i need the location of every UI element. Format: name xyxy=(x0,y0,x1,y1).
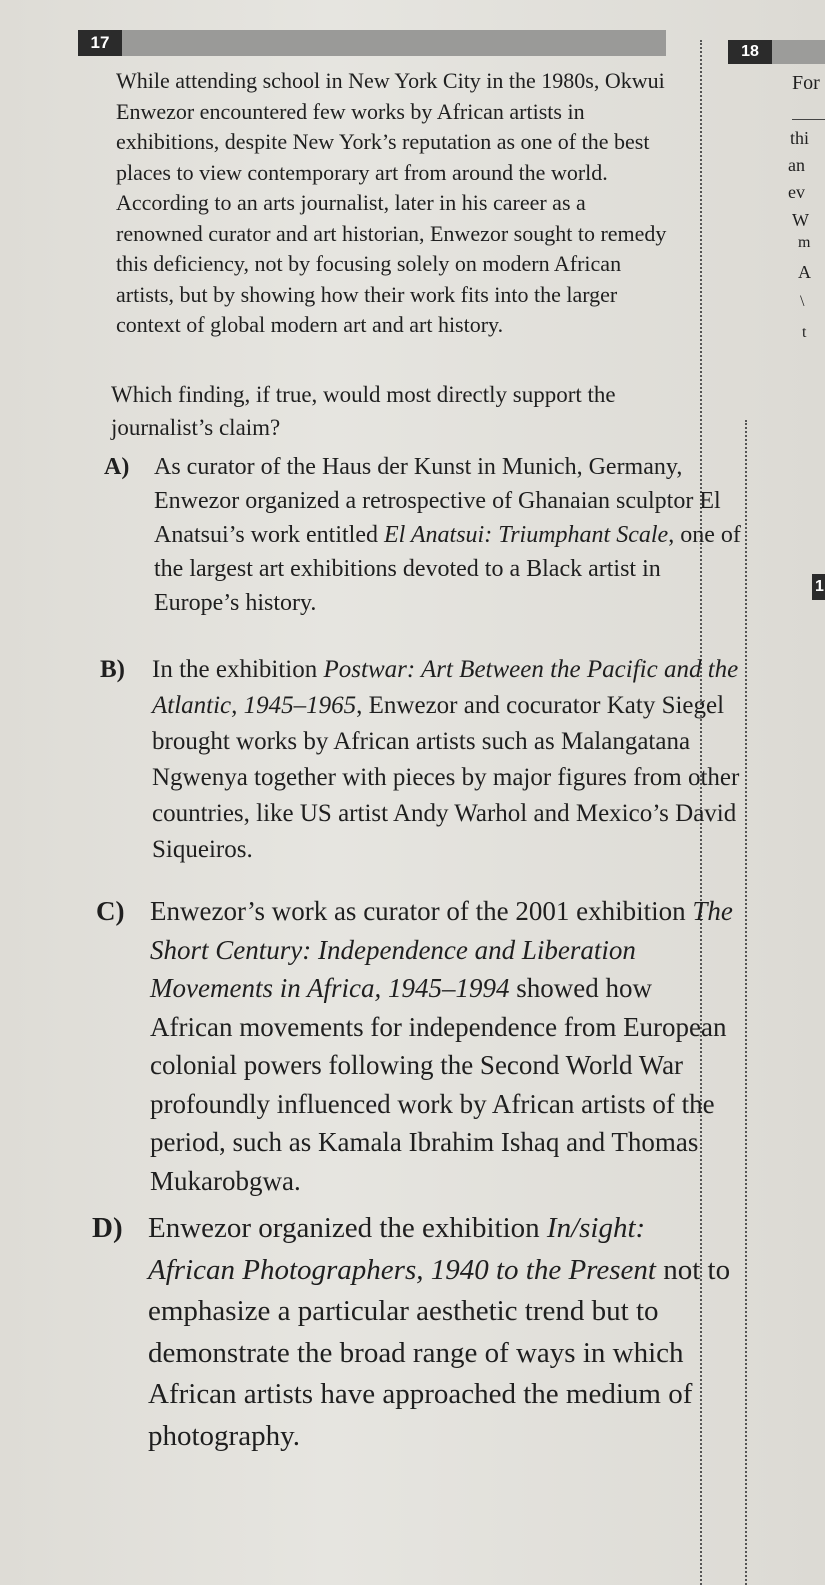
exhibition-title: Postwar: Art Between the Pacific and the Atlantic, 1945–1965 xyxy=(152,656,739,719)
choice-letter: D) xyxy=(92,1212,123,1244)
fragment-text: t xyxy=(802,324,807,341)
exhibition-title: In/sight: African Photographers, 1940 to the Present xyxy=(148,1212,656,1286)
choice-text: In the exhibition Postwar: Art Between the Pacific and the Atlantic, 1945–1965, Enwezor and cocurator Katy Siegel brought works by African artists such as Malangatana Ngwenya together with pieces by major figures from other countries, like US artist Andy Warhol and Mexico’s David Siqueiros. xyxy=(152,656,740,863)
fragment-text: an xyxy=(788,155,805,175)
fragment-text: m xyxy=(798,234,811,251)
fragment-text: \ xyxy=(800,293,805,310)
fragment-text: W xyxy=(792,210,809,230)
question-18-number: 18 xyxy=(728,40,772,64)
question-17-number: 17 xyxy=(78,30,122,56)
answer-choice-a[interactable] xyxy=(104,450,744,620)
choice-text: Enwezor’s work as curator of the 2001 exhibition The Short Century: Independence and Liberation Movements in Africa, 1945–1994 showed how African movements for independence from European colonial powers following the Second World War profoundly influenced work by African artists of the period, such as Kamala Ibrahim Ishaq and Thomas Mukarobgwa. xyxy=(150,896,733,1196)
choice-letter: A) xyxy=(104,454,130,480)
question-17-header-bar xyxy=(78,30,666,56)
exhibition-title: The Short Century: Independence and Liberation Movements in Africa, 1945–1994 xyxy=(150,896,733,1003)
choice-letter: B) xyxy=(100,656,125,683)
fragment-text: For xyxy=(792,72,820,94)
question-18-column xyxy=(770,0,825,1585)
choice-text: Enwezor organized the exhibition In/sight: African Photographers, 1940 to the Present not to emphasize a particular aesthetic trend but to demonstrate the broad range of ways in which African artists have approached the medium of photography. xyxy=(148,1212,731,1452)
choice-letter: C) xyxy=(96,896,125,926)
choice-text: As curator of the Haus der Kunst in Munich, Germany, Enwezor organized a retrospective of Ghanaian sculptor El Anatsui’s work entitled El Anatsui: Triumphant Scale, one of the largest art exhibitions devoted to a Black artist in Europe’s history. xyxy=(154,454,741,616)
fragment-text: thi xyxy=(790,128,810,148)
answer-choice-b[interactable] xyxy=(100,652,740,868)
fragment-text: A xyxy=(798,262,811,282)
fragment-text: ev xyxy=(788,182,805,202)
passage-text: While attending school in New York City in the 1980s, Okwui Enwezor encountered few works by African artists in exhibitions, despite New York’s reputation as one of the best places to view contemporary art from around the world. According to an arts journalist, later in his career as a renowned curator and art historian, Enwezor sought to remedy this deficiency, not by focusing solely on modern African artists, but by showing how their work fits into the larger context of global modern art and art history. xyxy=(116,68,667,337)
right-question-number: 1 xyxy=(812,574,825,600)
exhibition-title: El Anatsui: Triumphant Scale xyxy=(383,522,669,548)
column-divider-bottom xyxy=(745,420,747,1585)
answer-choice-c[interactable] xyxy=(96,892,736,1200)
question-prompt: Which finding, if true, would most directly support the journalist’s claim? xyxy=(111,382,616,440)
answer-choice-d[interactable] xyxy=(92,1208,732,1457)
